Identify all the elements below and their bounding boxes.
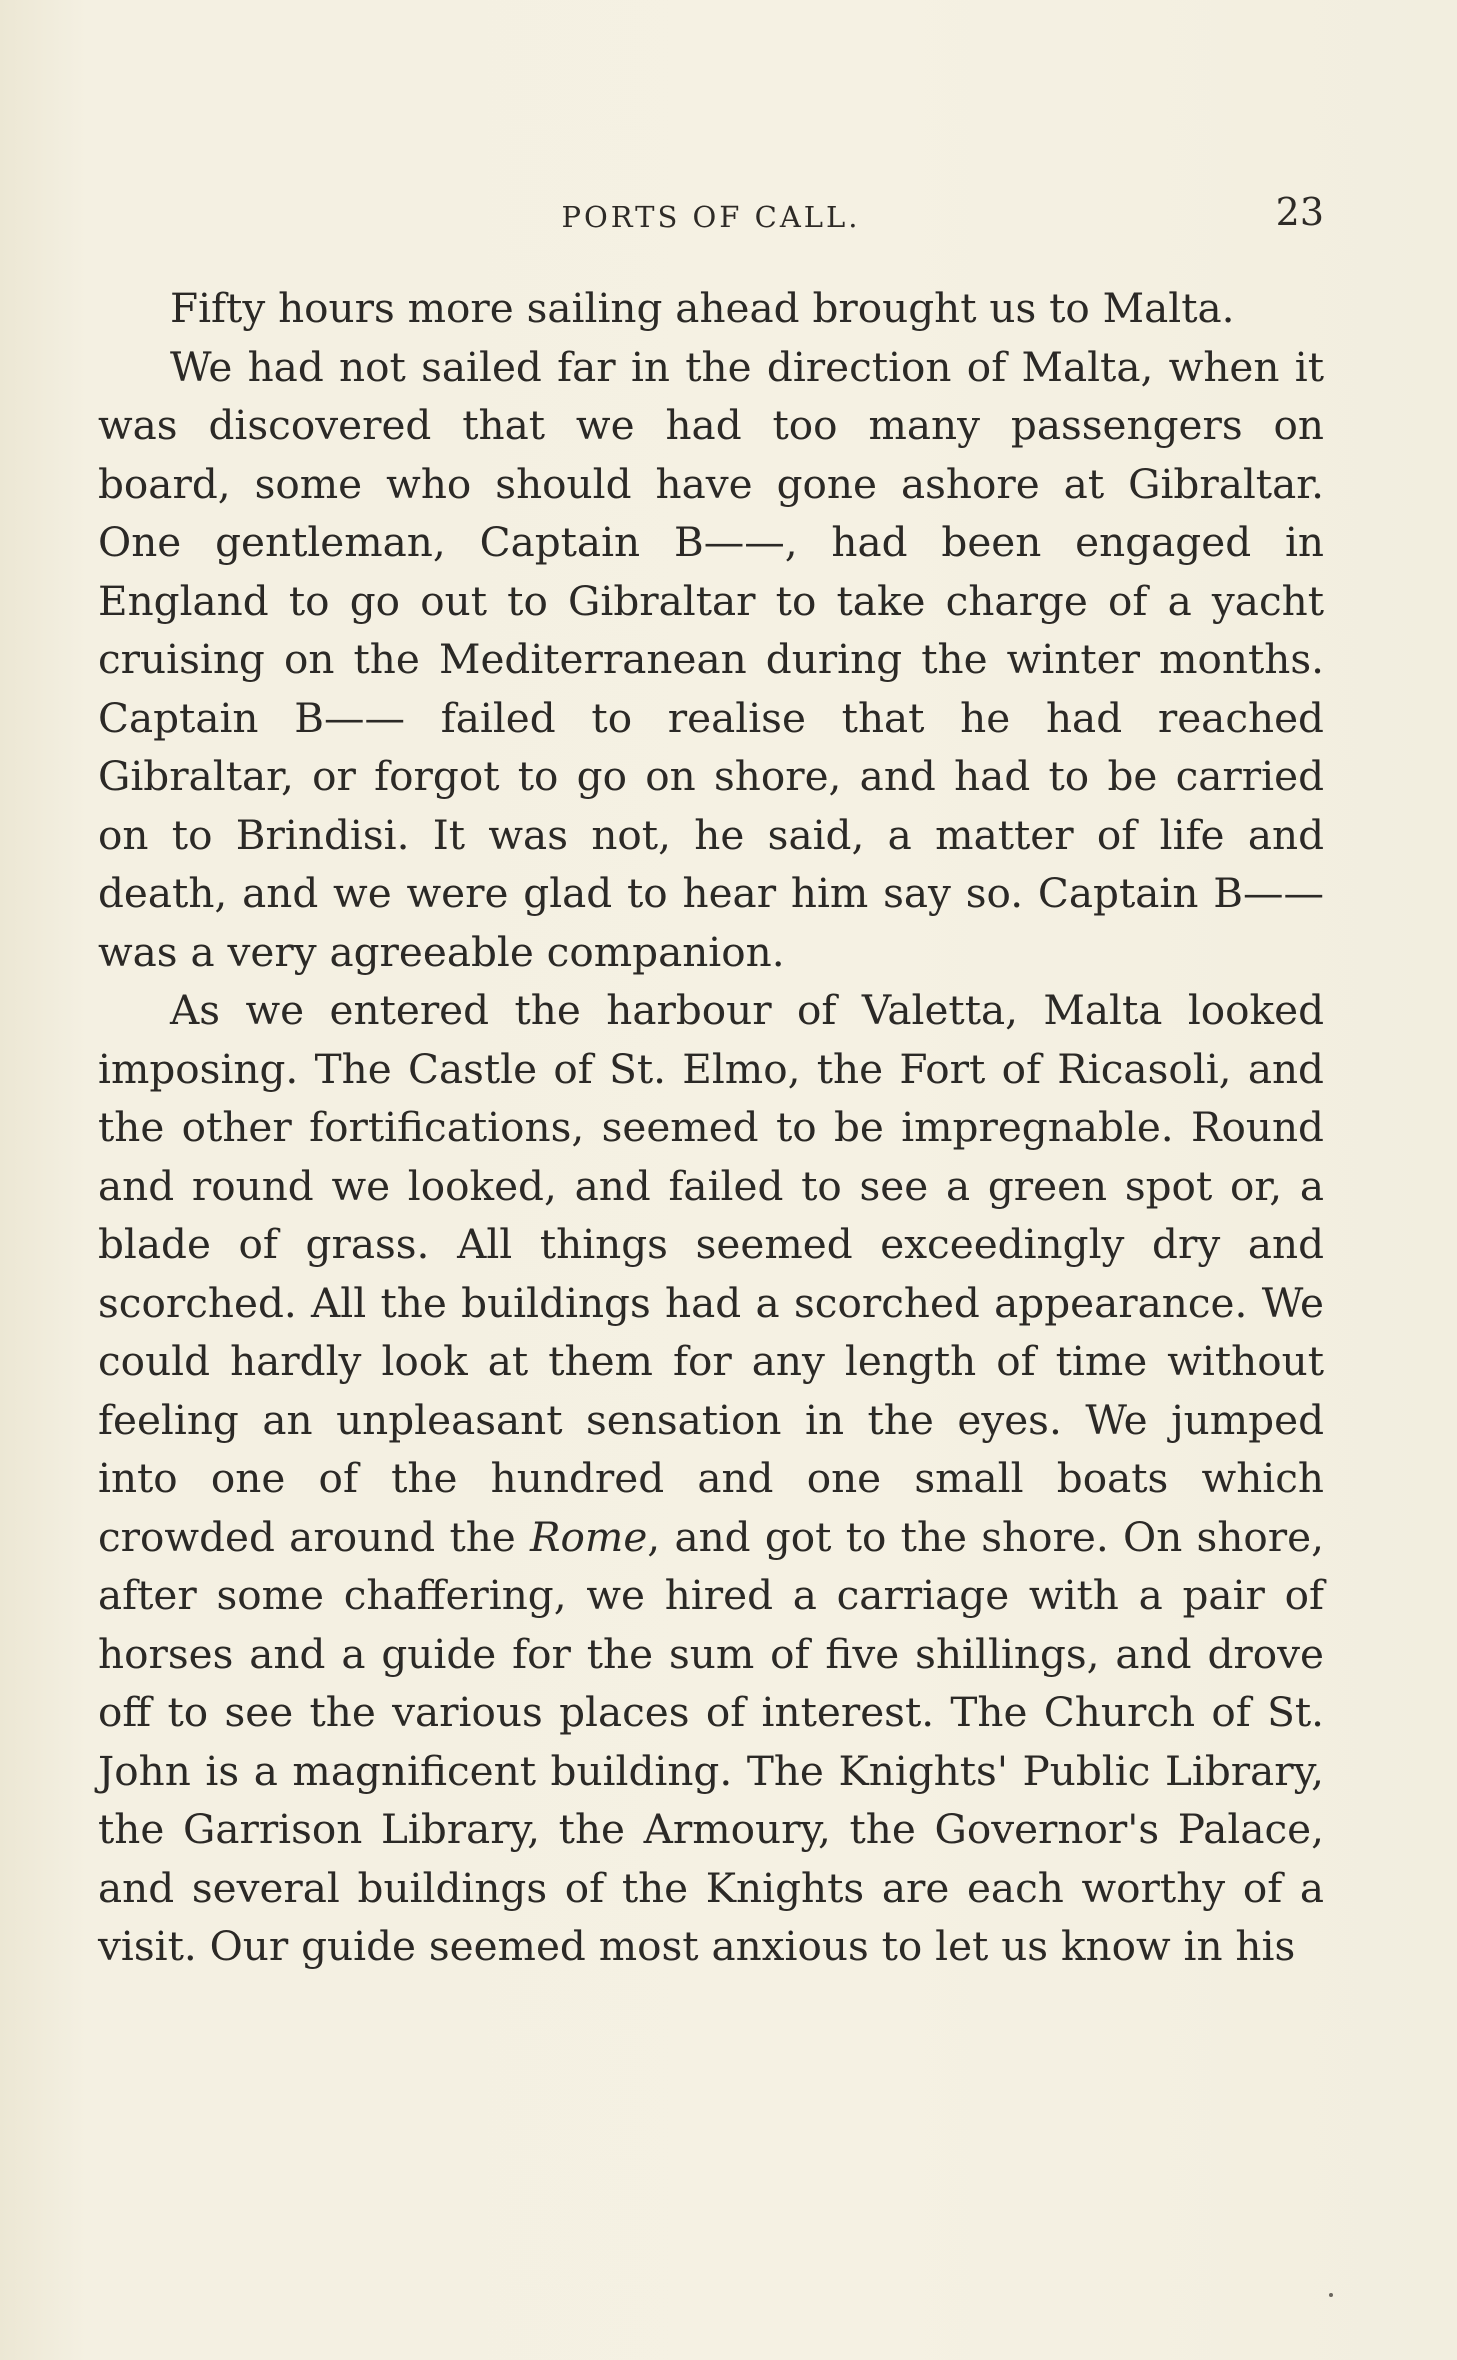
body-text xyxy=(98,279,1324,1976)
paragraph-3-text-after: , and got to the shore. On shore, after some chaffering, we hired a carriage with a pair of horses and a guide for the sum of five shillings, and drove off to see the various places of interest. The Church of St. John is a magnificent building. The Knights' Public Library, the Garrison Library, the Armoury, the Governor's Palace, and several buildings of the Knights are each worthy of a visit. Our guide seemed most anxious to let us know in his xyxy=(98,1512,1325,1970)
page-number: 23 xyxy=(1275,190,1324,234)
running-head xyxy=(98,190,1324,240)
paragraph-3-text-before: As we entered the harbour of Valetta, Malta looked imposing. The Castle of St. Elmo, the Fort of Ricasoli, and the other fortifications, seemed to be impregnable. Round and round we looked, and failed to see a green spot or, a blade of grass. All things seemed exceedingly dry and scorched. All the buildings had a scorched appearance. We could hardly look at them for any length of time without feeling an unpleasant sensation in the eyes. We jumped into one of the hundred and one small boats which crowded around the xyxy=(98,986,1324,1561)
speck-mark xyxy=(1329,2293,1333,2297)
running-title: PORTS OF CALL. xyxy=(561,200,861,234)
paragraph-2: We had not sailed far in the direction of Malta, when it was discovered that we had too many passengers on board, some who should have gone ashore at Gibraltar. One gentleman, Captain B——, had been engaged in England to go out to Gibraltar to take charge of a yacht cruising on the Mediterranean during the winter months. Captain B—— failed to realise that he had reached Gibraltar, or forgot to go on shore, and had to be carried on to Brindisi. It was not, he said, a matter of life and death, and we were glad to hear him say so. Captain B—— was a very agreeable companion. xyxy=(98,342,1324,976)
ship-name-italic: Rome xyxy=(530,1512,648,1561)
paragraph-1: Fifty hours more sailing ahead brought us to Malta. xyxy=(170,284,1235,332)
paragraph-3 xyxy=(98,981,1324,1976)
